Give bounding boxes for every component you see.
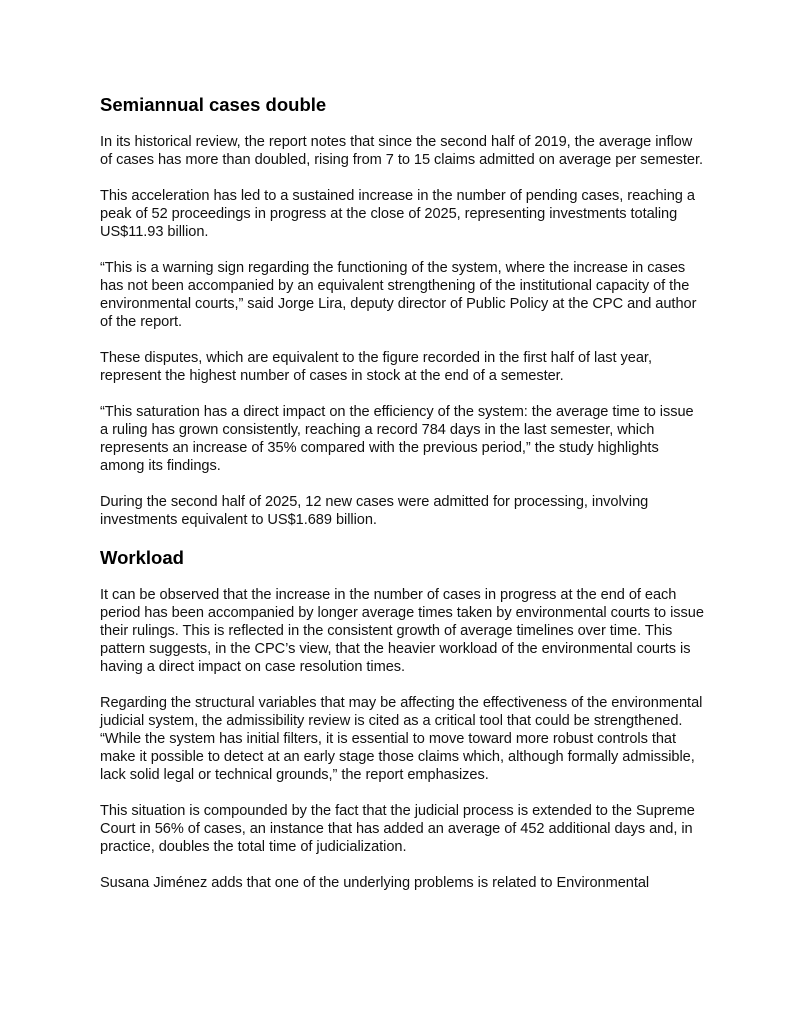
paragraph: During the second half of 2025, 12 new cases were admitted for processing, involving investments equivalent to US$1.689 billion. [100,494,649,528]
document-page [100,94,705,892]
paragraph: “This is a warning sign regarding the functioning of the system, where the increase in cases has not been accompanied by an equivalent strengthening of the institutional capacity of the environmental courts,” said Jorge Lira, deputy director of Public Policy at the CPC and author of the report. [100,260,697,330]
paragraph: This acceleration has led to a sustained increase in the number of pending cases, reaching a peak of 52 proceedings in progress at the close of 2025, representing investments totaling US$11.93 billion. [100,188,695,240]
paragraph: Regarding the structural variables that may be affecting the effectiveness of the environmental judicial system, the admissibility review is cited as a critical tool that could be strengthened. “While the system has initial filters, it is essential to move toward more robust controls that make it possible to detect at an early stage those claims which, although formally admissible, lack solid legal or technical grounds,” the report emphasizes. [100,695,703,783]
paragraph: It can be observed that the increase in the number of cases in progress at the end of each period has been accompanied by longer average times taken by environmental courts to issue their rulings. This is reflected in the consistent growth of average timelines over time. This pattern suggests, in the CPC’s view, that the heavier workload of the environmental courts is having a direct impact on case resolution times. [100,587,704,675]
paragraph: This situation is compounded by the fact that the judicial process is extended to the Supreme Court in 56% of cases, an instance that has added an average of 452 additional days and, in practice, doubles the total time of judicialization. [100,803,695,855]
paragraph: These disputes, which are equivalent to the figure recorded in the first half of last year, represent the highest number of cases in stock at the end of a semester. [100,350,652,384]
section-heading-workload: Workload [100,547,184,568]
section-heading-semiannual: Semiannual cases double [100,94,327,115]
paragraph: In its historical review, the report notes that since the second half of 2019, the average inflow of cases has more than doubled, rising from 7 to 15 claims admitted on average per semester. [100,134,703,168]
paragraph: “This saturation has a direct impact on the efficiency of the system: the average time to issue a ruling has grown consistently, reaching a record 784 days in the last semester, which represents an increase of 35% compared with the previous period,” the study highlights among its findings. [100,404,694,474]
paragraph: Susana Jiménez adds that one of the underlying problems is related to Environmental [100,875,650,891]
